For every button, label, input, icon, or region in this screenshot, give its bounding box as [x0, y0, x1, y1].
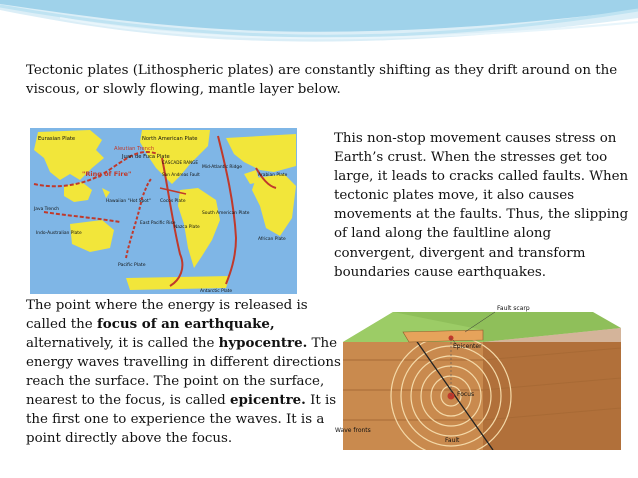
diagram-label-fault: Fault [445, 437, 460, 444]
map-label-antarctic: Antarctic Plate [200, 289, 233, 294]
diagram-label-fault-scarp: Fault scarp [497, 305, 530, 312]
right-paragraph: This non-stop movement causes stress on Earth’s crust. When the stresses get too large, it leads to cracks called faults. When tectonic plates move, it also causes movements at the faults. Thus, the slipping of land along the faultline along convergent, divergent and transform boundaries cause earthquakes. [334, 131, 629, 280]
map-label-arabian: Arabian Plate [258, 173, 288, 178]
earthquake-focus-diagram [333, 300, 623, 450]
map-label-eurasian: Eurasian Plate [38, 136, 76, 142]
map-label-indo-australian: Indo-Australian Plate [36, 231, 82, 236]
diagram-label-epicenter: Epicenter [453, 343, 482, 350]
bottom-text-part-4: It is the first one to experience the waves. It is a point directly above the focus. [26, 393, 337, 446]
bottom-text-part-1: The point where the energy is released is called the [26, 298, 308, 332]
map-label-san-andreas: San Andreas Fault [162, 172, 200, 177]
bottom-text-part-2: alternatively, it is called the [26, 336, 219, 351]
map-label-java: Java Trench [34, 207, 60, 212]
map-label-hawaiian: Hawaiian "Hot Spot" [106, 199, 151, 204]
focus-epicentre-paragraph [26, 296, 346, 448]
diagram-label-wave-fronts: Wave fronts [335, 427, 371, 434]
map-label-pacific: Pacific Plate [118, 263, 146, 268]
map-label-aleutian: Aleutian Trench [114, 146, 155, 152]
bottom-text-part-3: The energy waves travelling in different directions reach the surface. The point on the surface, nearest to the focus, is called [26, 336, 341, 408]
map-label-east-pacific: East Pacific Rise [140, 221, 176, 226]
map-label-african: African Plate [258, 237, 286, 242]
map-label-mid-atlantic: Mid-Atlantic Ridge [202, 165, 242, 170]
focus-term: focus of an earthquake, [97, 316, 275, 332]
header-swoosh [0, 0, 638, 60]
epicentre-term: epicentre. [230, 392, 306, 408]
map-label-south-american: South American Plate [202, 211, 250, 216]
intro-paragraph: Tectonic plates (Lithospheric plates) are constantly shifting as they drift around on the viscous, or slowly flowing, mantle layer below. [26, 63, 618, 97]
map-label-cocos: Cocos Plate [160, 199, 186, 204]
map-label-ring-of-fire: "Ring of Fire" [82, 170, 132, 178]
map-label-nazca: Nazca Plate [174, 225, 200, 230]
map-label-juan: Juan de Fuca Plate [122, 154, 170, 160]
hypocentre-term: hypocentre. [218, 335, 308, 351]
map-label-north-american: North American Plate [142, 136, 198, 142]
tectonic-plates-map [30, 128, 297, 294]
diagram-label-focus: Focus [457, 391, 475, 398]
map-label-cascade: CASCADE RANGE [162, 160, 199, 165]
